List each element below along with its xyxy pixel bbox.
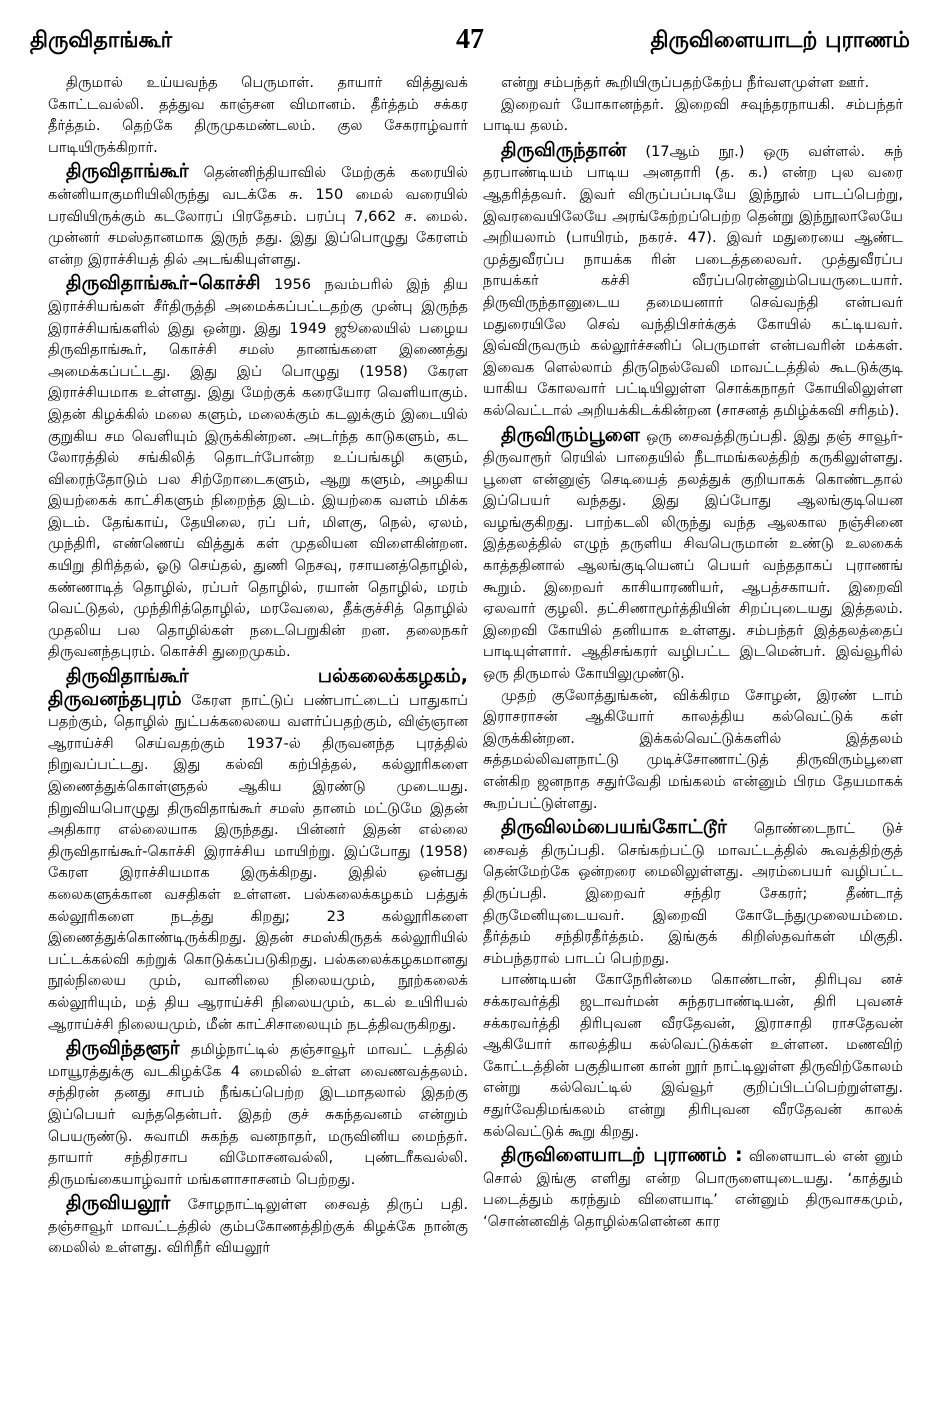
entry-body: தென்னிந்தியாவில் மேற்குக் கரையில் கன்னியாகுமரியிலிருந்து வடக்கே சு. 150 மைல் வரையில் பரவியிருக்கும் கடலோரப் பிரதேசம். பரப்பு 7,662 ச. மைல். முன்னர் சமஸ்தானமாக இருந் தது. இது இப்பொழுது கேரளம் என்ற இராச்சியத் தில் அடங்கியுள்ளது. [48,164,468,268]
entry-text [483,1145,903,1232]
page-number: 47 [456,24,484,55]
entry [48,72,468,158]
running-head-left: திருவிதாங்கூர் [30,28,173,53]
entry-body: 1956 நவம்பரில் இந் திய இராச்சியங்கள் சீர்திருத்தி அமைக்கப்பட்டதற்கு முன்பு இருந்த இராச்சியங்களில் இது ஒன்று. இது 1949 ஜூலையில் பழைய திருவிதாங்கூர், கொச்சி சமஸ் தானங்களை இணைத்து அமைக்கப்பட்டது. இது இப் பொழுது (1958) கேரள இராச்சியமாக உள்ளது. இது மேற்குக் கரையோர வெளியாகும். இதன் கிழக்கில் மலை களும், மலைக்கும் கடலுக்கும் இடையில் குறுகிய சம வெளியும் இருக்கின்றன. அடர்ந்த காடுகளும், கட லோரத்தில் சங்கிலித் தொடர்போன்ற உப்பங்கழி களும், விரைந்தோடும் பல சிற்றோடைகளும், ஆறு களும், அழகிய இயற்கைக் காட்சிகளும் நிறைந்த இடம். இயற்கை வளம் மிக்க இடம். தேங்காய், தேயிலை, ரப் பர், மிளகு, நெல், ஏலம், முந்திரி, எண்ணெய் வித்துக் கள் முதலியன விளைகின்றன. கயிறு திரித்தல், ஓடு செய்தல், துணி நெசவு, ரசாயனத்தொழில், கண்ணாடித் தொழில், ரப்பர் தொழில், ரயான் தொழில், மரம் வெட்டுதல், முந்திரித்தொழில், மரவேலை, தீக்குச்சித் தொழில் முதலிய பல தொழில்கள் நடைபெறுகின் றன. தலைநகர் திருவனந்தபுரம். கொச்சி துறைமுகம். [48,276,468,661]
entry [483,72,903,137]
entry-text [48,666,468,1035]
entry [483,140,903,422]
entry-text: இறைவர் யோகானந்தர். இறைவி சவுந்தரநாயகி. சம்பந்தர் பாடிய தலம். [483,95,903,135]
entry-text [483,425,903,685]
entry-headword: திருவிந்தளூர் [66,1037,180,1060]
entry-headword: திருவிருந்தான் [501,138,627,161]
entry-headword: திருவியலூர் [66,1192,171,1215]
page-header [30,24,910,58]
entry-headword: திருவிளையாடற் புராணம் : [501,1144,743,1167]
entry-body: கேரள நாட்டுப் பண்பாட்டைப் பாதுகாப் பதற்கும், தொழில் நுட்பக்கலையை வளர்ப்பதற்கும், விஞ்ஞான ஆராய்ச்சி செய்வதற்கும் 1937-ல் திருவனந்த புரத்தில் நிறுவப்பட்டது. இது கல்வி கற்பித்தல், கல்லூரிகளை இணைத்துக்கொள்ளுதல் ஆகிய இரண்டு முடையது. நிறுவியபொழுது திருவிதாங்கூர் சமஸ் தானம் மட்டுமே இதன் அதிகார எல்லையாக இருந்தது. பின்னர் இதன் எல்லை திருவிதாங்கூர்-கொச்சி இராச்சிய மாயிற்று. இப்போது (1958) கேரள இராச்சியமாக இருக்கிறது. இதில் ஒன்பது கலைகளுக்கான வசதிகள் உள்ளன. பல்கலைக்கழகம் பத்துக் கல்லூரிகளை நடத்து கிறது; 23 கல்லூரிகளை இணைத்துக்கொண்டிருக்கிறது. இதன் சமஸ்கிருதக் கல்லூரியில் பட்டக்கல்வி கற்றுக் கொடுக்கப்படுகிறது. பல்கலைக்கழகமானது நூல்நிலைய மும், வானிலை நிலையமும், நூற்கலைக் கல்லூரியும், மத் திய ஆராய்ச்சி நிலையமும், கடல் உயிரியல் ஆராய்ச்சி நிலையமும், மீன் காட்சிசாலையும் நடத்திவருகிறது. [48,691,468,1033]
entry-headword: திருவிதாங்கூர் பல்கலைக்கழகம், திருவனந்தபுரம் [48,665,468,710]
entry-headword: திருவிரும்பூளை [501,423,640,446]
right-column [483,72,903,1412]
entry-text [483,140,903,422]
left-column [48,72,468,1412]
entry [48,666,468,1035]
entry-headword: திருவிதாங்கூர்–கொச்சி [66,272,261,295]
entry-text: முதற் குலோத்துங்கன், விக்கிரம சோழன், இரண் டாம் இராசராசன் ஆகியோர் காலத்திய கல்வெட்டுக் கள் இருக்கின்றன. இக்கல்வெட்டுக்களில் இத்தலம் சுத்தமல்லிவளநாட்டு முடிச்சோணாட்டுத் திருவிரும்பூளை என்கிற ஜனநாத சதுர்வேதி மங்கலம் என்னும் பிரம தேயமாகக் கூறப்பட்டுள்ளது. [483,686,903,812]
running-head-right: திருவிளையாடற் புராணம் [650,28,910,53]
entry-text: திருமால் உய்யவந்த பெருமாள். தாயார் வித்துவக் கோட்டவல்லி. தத்துவ காஞ்சன விமானம். தீர்த்தம் சக்கர தீர்த்தம். தெற்கே திருமுகமண்டலம். குல சேகராழ்வார் பாடியிருக்கிறார். [48,74,468,156]
entry [48,1193,468,1259]
entry-text [48,161,468,270]
entry [48,161,468,270]
entry-body: தமிழ்நாட்டில் தஞ்சாவூர் மாவட் டத்தில் மாயூரத்துக்கு வடகிழக்கே 4 மைலில் உள்ள வைணவத்தலம். சந்திரன் தனது சாபம் நீங்கப்பெற்ற இடமாதலால் இதற்கு இப்பெயர் வந்ததென்பர். இதற் குச் சுகந்தவனம் என்றும் பெயருண்டு. சுவாமி சுகந்த வனநாதர், மருவினிய மைந்தர். தாயார் சந்திரசாப விமோசனவல்லி, புண்டரீகவல்லி. திருமங்கையாழ்வார் மங்களாசாசனம் பெற்றது. [48,1041,468,1188]
entry-text: என்று சம்பந்தர் கூறியிருப்பதற்கேற்ப நீர்வளமுள்ள ஊர். [501,74,870,91]
entry-text [483,817,903,969]
entry [48,1038,468,1190]
entry [483,1145,903,1232]
entry-headword: திருவிதாங்கூர் [66,160,189,183]
entry-text [48,1038,468,1190]
entry-text [48,1193,468,1259]
entry [483,817,903,1142]
entry-text: பாண்டியன் கோநேரின்மை கொண்டான், திரிபுவ னச் சக்கரவர்த்தி ஜடாவர்மன் சுந்தரபாண்டியன், திரி புவனச் சக்கரவர்த்தி திரிபுவன வீரதேவன், இராசாதி ராசதேவன் ஆகியோர் காலத்திய கல்வெட்டுக்கள் உள்ளன. மணவிற் கோட்டத்தின் பகுதியான கான் றூர் நாட்டிலுள்ள திருவிற்கோலம் என்று கல்வெட்டில் இவ்வூர் குறிப்பிடப்பெற்றுள்ளது. சதுர்வேதிமங்கலம் என்று திரிபுவன வீரதேவன் காலக் கல்வெட்டுக் கூறு கிறது. [483,971,903,1140]
entry [483,425,903,815]
entry-headword: திருவிலம்பையங்கோட்டூர் [501,816,727,839]
entry [48,273,468,663]
entry-body: ஒரு சைவத்திருப்பதி. இது தஞ் சாவூர்-திருவாரூர் ரெயில் பாதையில் நீடாமங்கலத்திற் கருகிலுள்ளது. பூளை என்னுஞ் செடியைத் தலத்துக் குறியாகக் கொண்டதால் இப்பெயர் வந்தது. இது இப்போது ஆலங்குடியென வழங்குகிறது. பாற்கடலி லிருந்து வந்த ஆலகால நஞ்சினை இத்தலத்தில் எழுந் தருளிய சிவபெருமான் உண்டு உலகைக் காத்ததினால் ஆலங்குடியெனப் பெயர் வந்ததாகப் புராணங் கூறும். இறைவர் காசியாரணியர், ஆபத்சகாயர். இறைவி ஏலவார் குழலி. தட்சிணாமூர்த்தியின் சிறப்புடையது இத்தலம். இறைவி கோயில் தனியாக உள்ளது. சம்பந்தர் இத்தலத்தைப் பாடியுள்ளார். ஆதிசங்கரர் வழிபட்ட இடமென்பர். இவ்வூரில் ஒரு திருமால் கோயிலுமுண்டு. [483,427,903,683]
entry-body: விளையாடல் என் னும் சொல் இங்கு எளிது என்ற பொருளையுடையது. ‘காத்தும் படைத்தும் கரந்தும் விளையாடி’ என்னும் திருவாசகமும், ‘சொன்னவித் தொழில்களென்ன கார [483,1148,903,1230]
entry-body: தொண்டைநாட் டுச் சைவத் திருப்பதி. செங்கற்பட்டு மாவட்டத்தில் கூவத்திற்குத் தென்மேற்கே ஒன்றரை மைலிலுள்ளது. அரம்பையர் வழிபட்ட திருப்பதி. இறைவர் சந்திர சேகரர்; தீண்டாத் திருமேனியுடையவர். இறைவி கோடேந்துமுலையம்மை. தீர்த்தம் சந்திரதீர்த்தம். இங்குக் கிறிஸ்தவர்கள் மிகுதி. சம்பந்தரால் பாடப் பெற்றது. [483,820,903,967]
entry-body: சோழநாட்டிலுள்ள சைவத் திருப் பதி. தஞ்சாவூர் மாவட்டத்தில் கும்பகோணத்திற்குக் கிழக்கே நான்கு மைலில் உள்ளது. விரிநீர் வியலூர் [48,1196,468,1257]
entry-text [48,273,468,663]
entry-body: (17ஆம் நூ.) ஒரு வள்ளல். சுந் தரபாண்டியம் பாடிய அனதாரி (த. க.) என்ற புல வரை ஆதரித்தவர். இவர் விருப்பப்படியே இந்நூல் பாடப்பெற்று, இவரவையிலேயே அரங்கேற்றப்பெற்ற தென்று இந்நூலாலேயே அறியலாம் (பாயிரம், நகரச். 47). இவர் மதுரையை ஆண்ட முத்துவீரப்ப நாயக்க ரின் படைத்தலைவர். முத்துவீரப்ப நாயக்கர் கச்சி வீரப்பரென்னும்பெயருடையார். திருவிருந்தானுடைய தமையனார் செவ்வந்தி என்பவர் மதுரையிலே செவ் வந்திபிசர்க்குக் கோயில் கட்டியவர். இவ்விருவரும் கல்லூர்ச்சனிப் பெருமாள் என்பவரின் மக்கள். இவைக ளெல்லாம் திருநெல்வேலி மாவட்டத்தில் கூடடுக்குடி யாகிய கோலவார் பட்டியிலுள்ள சொக்கநாதர் கோயிலிலுள்ள கல்வெட்டால் அறியக்கிடக்கின்றன (சாசனத் தமிழ்க்கவி சரிதம்). [483,142,903,419]
